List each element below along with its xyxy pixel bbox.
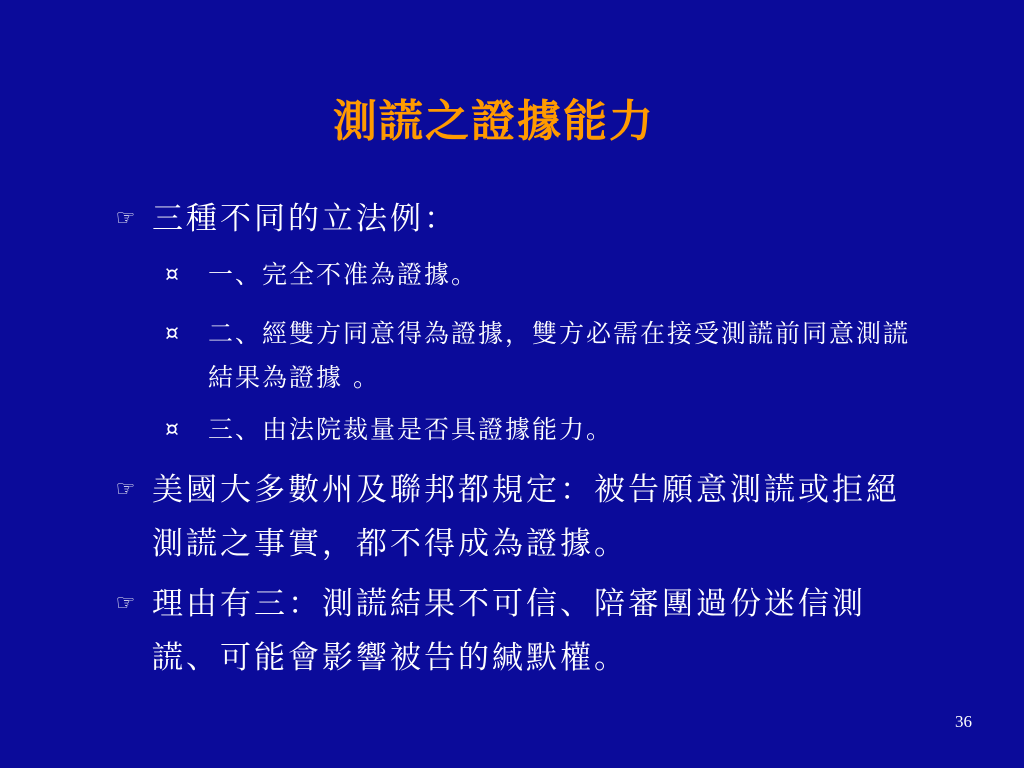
currency-sign-bullet-icon: ¤: [165, 262, 181, 287]
bullet-text: 理由有三：測謊結果不可信、陪審團過份迷信測謊、可能會影響被告的緘默權。: [152, 586, 866, 676]
bullet-item-legislation: [115, 192, 912, 246]
slide-title: 測謊之證據能力: [333, 96, 655, 147]
currency-sign-bullet-icon: ¤: [165, 321, 181, 346]
bullet-item-three-reasons: [115, 577, 912, 685]
pointing-hand-icon: ☞: [115, 477, 139, 502]
sub-item-text: 二、經雙方同意得為證據，雙方必需在接受測謊前同意測謊結果為證據 。: [208, 319, 911, 392]
page-number: 36: [955, 712, 972, 731]
sub-item-mutual-consent: [165, 312, 928, 400]
sub-item-court-discretion: [165, 408, 928, 452]
bullet-item-us-rule: [115, 463, 912, 571]
sub-item-text: 一、完全不准為證據。: [208, 260, 479, 289]
sub-item-not-admissible: [165, 253, 928, 297]
pointing-hand-icon: ☞: [115, 206, 139, 231]
currency-sign-bullet-icon: ¤: [165, 417, 181, 442]
bullet-text: 三種不同的立法例：: [152, 201, 458, 237]
pointing-hand-icon: ☞: [115, 591, 139, 616]
bullet-text: 美國大多數州及聯邦都規定：被告願意測謊或拒絕測謊之事實，都不得成為證據。: [152, 472, 900, 562]
sub-item-text: 三、由法院裁量是否具證據能力。: [208, 415, 614, 444]
